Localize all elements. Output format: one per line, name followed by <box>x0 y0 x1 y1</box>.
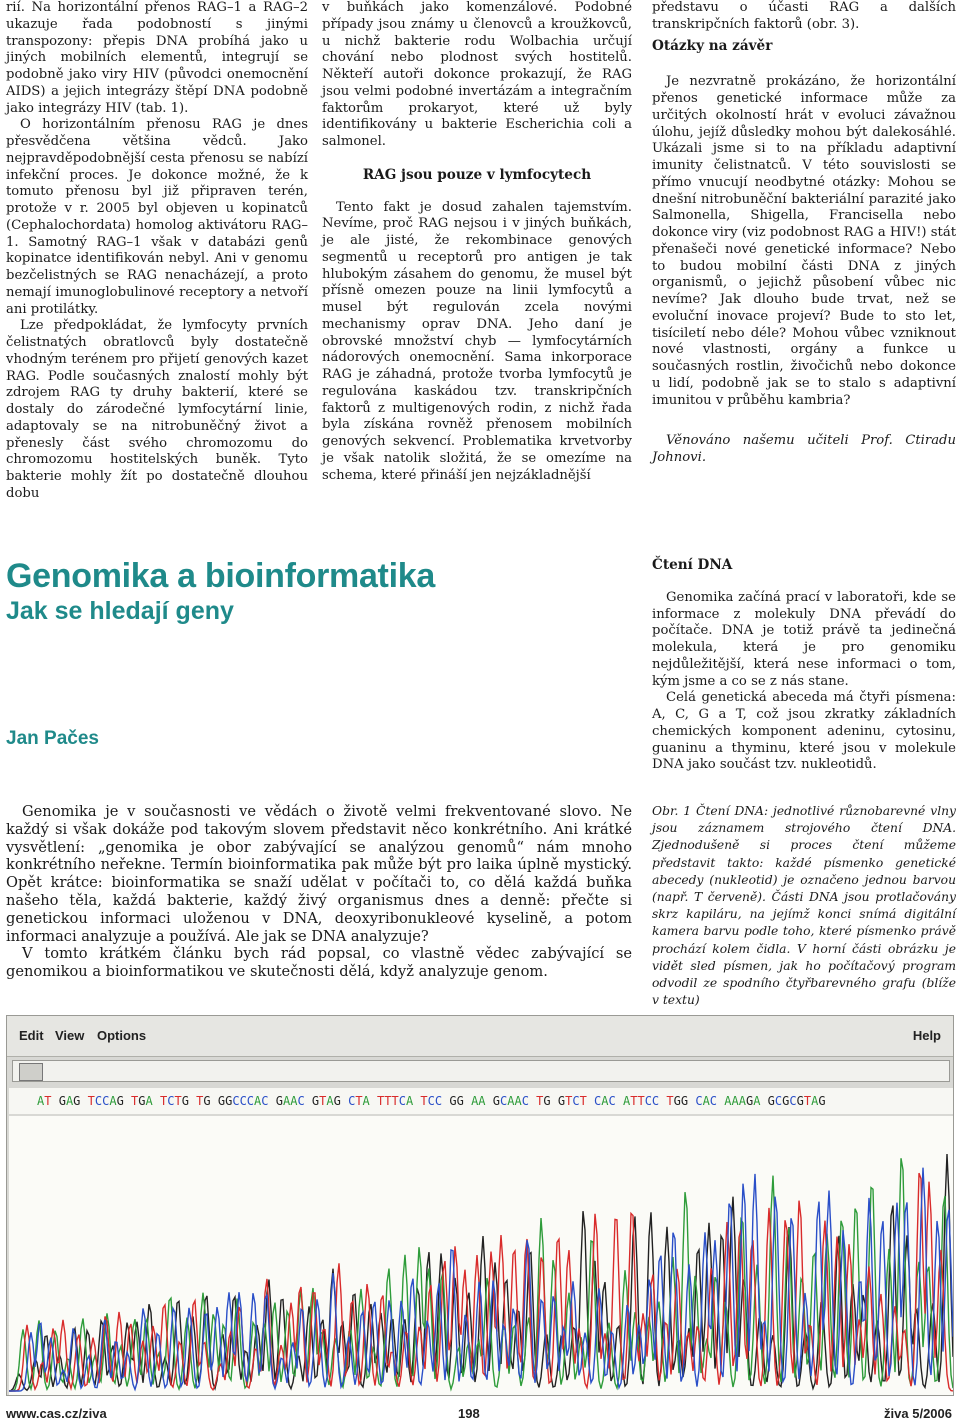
article-title-block <box>6 556 626 626</box>
dna-sequencer-screenshot <box>6 1015 954 1396</box>
scroll-slider[interactable] <box>12 1060 950 1082</box>
article-intro <box>6 803 632 981</box>
figure-caption: Obr. 1 Čtení DNA: jednotlivé různobarevné vlny jsou záznamem strojového čtení DNA. Zjednodušeně si proces čtení můžeme představit takto: každé písmenko genetické abecedy (nukleotid) je označeno jednou barvou (např. T červeně). Části DNA jsou protlačovány skrz kapiláru, na jejímž konci snímá digitální kamera barvu podle toho, které písmenko právě prochází kolem čidla. V horní části obrázku je vidět sled písmen, jak ho počítačový program odvodil ze spodního čtyřbarevného grafu (blíže v textu) <box>652 804 956 1008</box>
paragraph: představu o účasti RAG a dalších transkripčních faktorů (obr. 3). <box>652 0 956 32</box>
sidebar-column <box>652 557 956 774</box>
menu-bar <box>7 1016 953 1057</box>
section-heading: Otázky na závěr <box>652 37 773 54</box>
paragraph: v buňkách jako komenzálové. Podobné případy jsou známy u členovců a kroužkovců, u nichž bakterie rodu Wolbachia určují chování nebo plodnost svých hostitelů. Někteří autoři dokonce prokazují, že RAG jsou velmi podobné invertázám a integračním faktorům prokaryot, které už byly identifikovány u bakterie Escherichia coli a salmonel. <box>322 0 632 149</box>
paragraph: Genomika začíná prací v laboratoři, kde se informace z molekuly DNA převádí do počítače. DNA je totiž právě ta jedinečná molekula, která je pro genomiku nejdůležitější, která nese informaci o tom, kým jsme a co se z nás stane. <box>652 589 956 689</box>
paragraph: Genomika je v současnosti ve vědách o životě velmi frekventované slovo. Ne každý si však dokáže pod takovým slovem představit něco konkrétního. Ani krátké vysvětlení: „genomika je obor zabývající se analýzou genomů“ nám mnoho konkrétního neřekne. Termín bioinformatika pak může být pro laika úplně mystický. Opět krátce: bioinformatika se snaží udělat v počítači to, co dělá každá buňka našeho těla, každá bakterie, každý živý organismus dnes a denně: přečte si genetickou informaci uloženou v DNA, deoxyribonukleové kyselině, a potom informaci analyzuje a používá. Ale jak se DNA analyzuje? <box>6 803 632 945</box>
paragraph: Tento fakt je dosud zahalen tajemstvím. Nevíme, proč RAG nejsou i v jiných buňkách, je ale jisté, že rekombinace genových segmentů u receptorů pro antigen je tak hlubokým zásahem do genomu, že musel být přísně omezen pouze na linii lymfocytů a musel být regulován zcela novými mechanismy oprav DNA. Jeho daní je obrovské množství chyb — lymfocytárních nádorových onemocnění. Sama inkorporace RAG je záhadná, protože tvorba lymfocytů je regulována kaskádou tzv. transkripčních faktorů z multigenových rodin, z nichž řada byla získána rovněž přenosem mobilních genových sekvencí. Problematika krvetvorby je však natolik složitá, že se omezíme na schema, které přináší jen nejzákladnější <box>322 199 632 483</box>
article-author: Jan Pačes <box>6 728 99 749</box>
article-title: Genomika a bioinformatika <box>6 557 435 595</box>
menu-help[interactable]: Help <box>912 1028 941 1043</box>
article-subtitle: Jak se hledají geny <box>6 597 234 625</box>
page-number: 198 <box>458 1406 480 1421</box>
column-middle <box>322 0 632 484</box>
paragraph: rií. Na horizontální přenos RAG–1 a RAG–2 ukazuje řada podobností s jinými transpozony: přepis DNA probíhá jako u jiných mobilních elementů, integrují se podobně jako viry HIV (původci onemocnění AIDS) a jejich integrázy štěpí DNA podobně jako integrázy HIV (tab. 1). <box>6 0 308 116</box>
menu-options[interactable]: Options <box>97 1028 147 1043</box>
paragraph: O horizontálním přenosu RAG je dnes přesvědčena většina vědců. Jako nejpravděpodobnější cesta přenosu se nabízí infekční proces. Je dokonce možné, že k tomuto přenosu byl již připraven terén, protože v r. 2005 byl objeven u kopinatců (Cephalochordata) homolog aktivátoru RAG–1. Samotný RAG–1 však v databázi genů kopinatce identifikován nebyl. Ani v genomu bezčelistných se RAG nenacházejí, a proto nemají imunoglobulinové receptory a netvoří ani protilátky. <box>6 117 308 317</box>
menu-edit[interactable]: Edit <box>19 1028 44 1043</box>
footer-url: www.cas.cz/ziva <box>6 1406 107 1421</box>
paragraph: Lze předpokládat, že lymfocyty prvních čelistnatých obratlovců byly dostatečně vhodným terénem pro přijetí genových kazet RAG. Podle současných znalostí mohly být zdrojem RAG ty druhy bakterií, které se dostaly do zárodečné lymfocytární linie, adaptovaly se na nitrobuněčný život a přenesly část svého chromozomu do chromozomu hostitelských buněk. Tyto bakterie mohly žít po dostatečně dlouhou dobu <box>6 318 308 501</box>
chromatogram-trace-icon <box>9 1116 953 1395</box>
section-heading: Čtení DNA <box>652 557 733 573</box>
column-right <box>652 0 956 467</box>
section-heading: RAG jsou pouze v lymfocytech <box>362 166 592 183</box>
paragraph: Celá genetická abeceda má čtyři písmena: A, C, G a T, což jsou zkratky základních chemických komponent adeninu, cytosinu, guaninu a thyminu, které jsou v molekule DNA jako součást tzv. nukleotidů. <box>652 690 956 773</box>
paragraph: V tomto krátkém článku bych rád popsal, co vlastně vědec zabývající se genomikou a bioinformatikou ve skutečnosti dělá, když analyzuje genom. <box>6 945 632 981</box>
journal-issue: živa 5/2006 <box>884 1406 952 1421</box>
base-call-sequence: AT GAG TCCAG TGA TCTG TG GGCCCAC GAAC GTAG CTA TTTCA TCC GG AA GCAAC TG GTCT CAC ATTCC TGG CAC AAAGA GCGCGTAG <box>9 1088 953 1114</box>
paragraph: Je nezvratně prokázáno, že horizontální přenos genetické informace může za určitých okolností hrát v evoluci závažnou úlohu, jejíž důsledky mohou být dalekosáhlé. Ukázali jsme si to na příkladu adaptivní imunity čelistnatců. V této souvislosti se přímo vnucují neodbytné otázky: Mohou se dnešní nitrobuněční bakteriální parazité jako Salmonella, Shigella, Francisella nebo dokonce viry (viz podobnost RAG a HIV!) stát přenašeči nové genetické informace? Nebo to budou mobilní části DNA z jiných organismů, o jejichž působení vůbec nic nevíme? Jak dlouho bude trvat, než se evoluční inovace projeví? Bude to sto let, tisíciletí nebo déle? Mohou vůbec vzniknout nové vlastnosti, orgány a funkce u současných rostlin, živočichů nebo dokonce u lidí, podobně jak se to stalo s adaptivní imunitou v průběhu kambria? <box>652 74 956 408</box>
column-left <box>6 0 308 503</box>
menu-view[interactable]: View <box>55 1028 85 1043</box>
dedication: Věnováno našemu učiteli Prof. Ctiradu Johnovi. <box>652 433 956 465</box>
slider-thumb[interactable] <box>19 1063 43 1081</box>
